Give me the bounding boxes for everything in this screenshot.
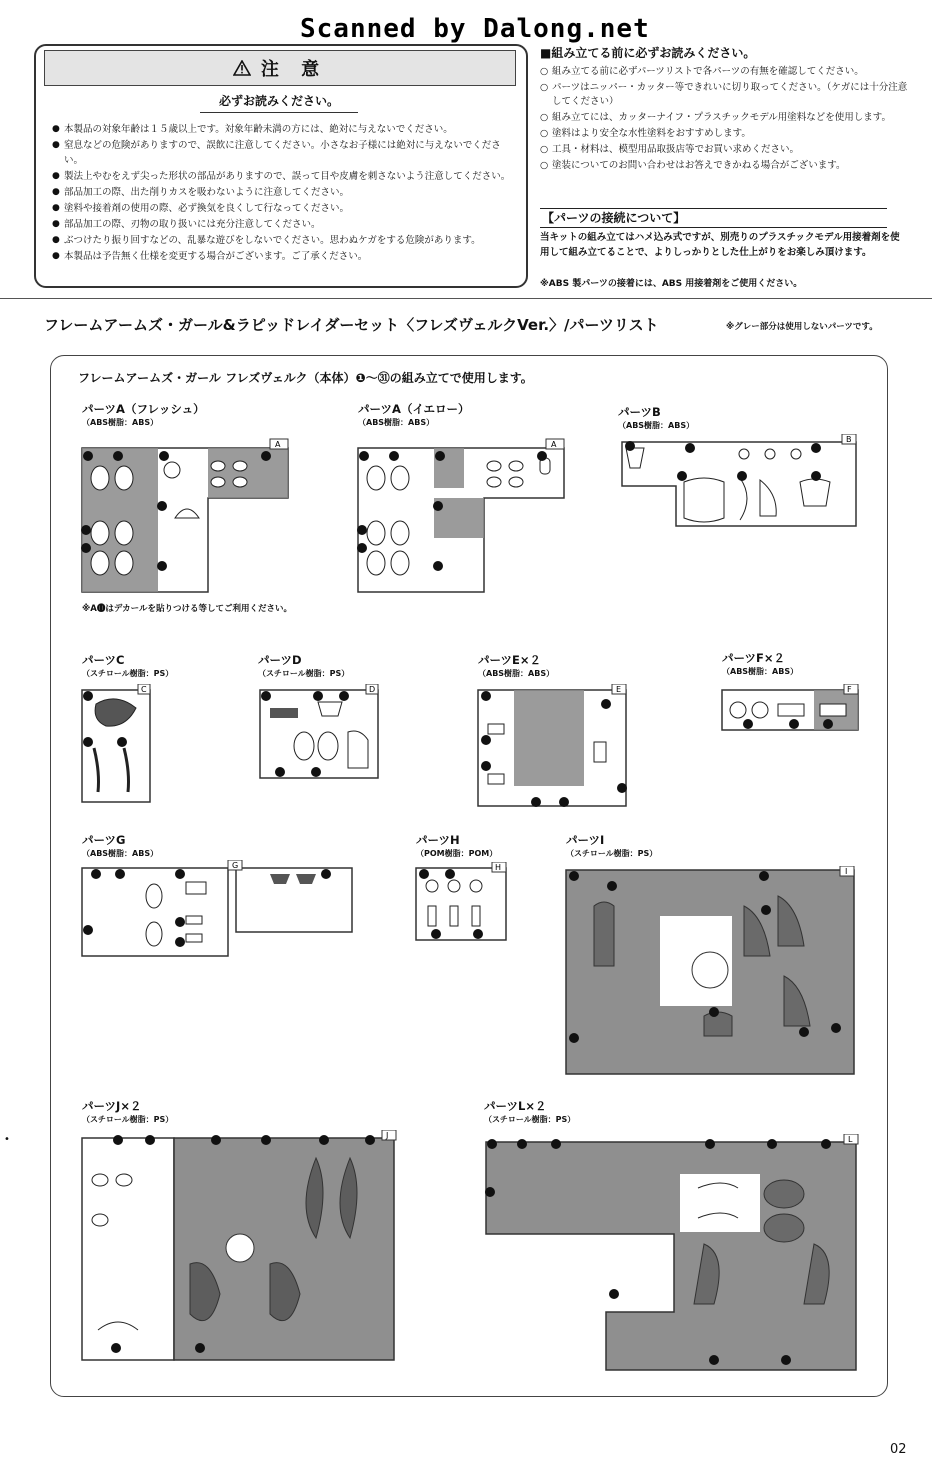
runner-l-diagram: [484, 1134, 860, 1374]
runner-a-yellow-diagram: [356, 438, 568, 594]
runner-name: パーツI: [566, 833, 605, 847]
svg-text:E: E: [616, 685, 622, 694]
runner-label-c: [82, 652, 173, 679]
must-read-heading: 必ずお読みください。: [218, 94, 339, 108]
must-read-underline: [200, 112, 358, 113]
runner-material: （スチロール樹脂：PS）: [258, 669, 350, 678]
page-number: 02: [890, 1442, 907, 1457]
runner-label-d: [258, 652, 349, 679]
caution-title-bar: [44, 50, 516, 86]
caution-item: ● 部品加工の際、出た削りカスを吸わないように注意してください。: [52, 185, 517, 200]
svg-text:A: A: [275, 440, 281, 449]
runner-name: パーツG: [82, 833, 126, 847]
runner-label-f: [722, 650, 798, 677]
parts-list-title: フレームアームズ・ガール&ラピッドレイダーセット〈フレズヴェルクVer.〉/パーツリスト: [44, 316, 659, 334]
svg-text:F: F: [847, 685, 852, 694]
rule-item: ○ 塗料はより安全な水性塗料をおすすめします。: [540, 127, 910, 141]
rule-item: ○ パーツはニッパー・カッター等できれいに切り取ってください。（ケガには十分注意してください）: [540, 81, 910, 109]
runner-h-diagram: [414, 862, 508, 944]
rules-list: [540, 65, 910, 173]
caution-title: 注 意: [260, 59, 328, 80]
rule-item: ○ 塗装についてのお問い合わせはお答えできかねる場合がございます。: [540, 159, 910, 173]
rule-item: ○ 組み立てには、カッターナイフ・プラスチックモデル用塗料などを使用します。: [540, 111, 910, 125]
runner-material: （スチロール樹脂：PS）: [82, 669, 174, 678]
runner-material: （ABS樹脂：ABS）: [722, 667, 799, 676]
runner-label-l: [484, 1098, 575, 1125]
runner-b-diagram: [620, 434, 860, 530]
runner-name: パーツJ×２: [82, 1099, 142, 1113]
connection-note: ※ABS 製パーツの接着には、ABS 用接着剤をご使用ください。: [540, 279, 803, 289]
svg-text:A: A: [551, 440, 557, 449]
section-divider: [0, 298, 932, 299]
runner-name: パーツC: [82, 653, 125, 667]
rule-item: ○ 工具・材料は、模型用品取扱店等でお買い求めください。: [540, 143, 910, 157]
runner-material: （ABS樹脂：ABS）: [618, 421, 695, 430]
runner-label-h: [416, 832, 497, 859]
caution-item: ● ぶつけたり振り回すなどの、乱暴な遊びをしないでください。思わぬケガをする危険があります。: [52, 233, 517, 248]
caution-item: ● 本製品は予告無く仕様を変更する場合がございます。ご了承ください。: [52, 249, 517, 264]
runner-label-b: [618, 404, 694, 431]
runner-label-j: [82, 1098, 173, 1125]
runner-label-a-yellow: [358, 401, 469, 428]
runner-name: パーツA（イエロー）: [358, 402, 470, 416]
runner-i-diagram: [564, 866, 858, 1078]
parts-list-subheading: フレームアームズ・ガール フレズヴェルク（本体）❶～㉛の組み立てで使用します。: [78, 371, 533, 385]
runner-a-flesh-diagram: [80, 438, 292, 594]
caution-item: ● 製法上やむをえず尖った形状の部品がありますので、誤って目や皮膚を刺さないよう注意してください。: [52, 169, 517, 184]
runner-label-a-flesh: [82, 401, 205, 428]
runner-name: パーツF×２: [722, 651, 786, 665]
connection-heading: 【パーツの接続について】: [540, 208, 887, 228]
runner-material: （スチロール樹脂：PS）: [484, 1115, 576, 1124]
svg-text:I: I: [845, 867, 848, 876]
caution-item: ● 塗料や接着剤の使用の際、必ず換気を良くして行なってください。: [52, 201, 517, 216]
runner-name: パーツL×２: [484, 1099, 547, 1113]
runner-material: （ABS樹脂：ABS）: [478, 669, 555, 678]
rules-heading: ■組み立てる前に必ずお読みください。: [540, 46, 756, 60]
svg-text:J: J: [386, 1131, 389, 1140]
svg-text:G: G: [232, 861, 239, 870]
runner-name: パーツH: [416, 833, 460, 847]
caution-list: [52, 122, 517, 265]
runner-label-e: [478, 652, 554, 679]
runner-label-g: [82, 832, 158, 859]
svg-text:H: H: [495, 863, 502, 872]
runner-f-diagram: [720, 684, 860, 734]
caution-item: ● 部品加工の際、刃物の取り扱いには充分注意してください。: [52, 217, 517, 232]
runner-material: （スチロール樹脂：PS）: [82, 1115, 174, 1124]
sticker-note: ※A⓫はデカールを貼りつける等してご利用ください。: [82, 604, 293, 614]
svg-text:B: B: [846, 435, 852, 444]
margin-mark: •: [4, 1134, 10, 1145]
warning-icon: [233, 60, 251, 76]
runner-j-diagram: [80, 1130, 398, 1364]
runner-material: （ABS樹脂：ABS）: [82, 849, 159, 858]
assembly-rules: [540, 44, 910, 175]
rule-item: ○ 組み立てる前に必ずパーツリストで各パーツの有無を確認してください。: [540, 65, 910, 79]
runner-material: （ABS樹脂：ABS）: [82, 418, 159, 427]
runner-name: パーツA（フレッシュ）: [82, 402, 205, 416]
runner-c-diagram: [80, 684, 154, 806]
runner-material: （POM樹脂：POM）: [416, 849, 498, 858]
runner-name: パーツE×２: [478, 653, 542, 667]
connection-body: 当キットの組み立てはハメ込み式ですが、別売りのプラスチックモデル用接着剤を使用して組み立てることで、よりしっかりとした仕上がりをお楽しみ頂けます。: [540, 232, 900, 258]
runner-name: パーツB: [618, 405, 661, 419]
svg-text:L: L: [848, 1135, 853, 1144]
svg-text:C: C: [141, 685, 147, 694]
runner-material: （ABS樹脂：ABS）: [358, 418, 435, 427]
runner-name: パーツD: [258, 653, 302, 667]
svg-text:D: D: [369, 685, 376, 694]
caution-item: ● 本製品の対象年齢は１５歳以上です。対象年齢未満の方には、絶対に与えないでください。: [52, 122, 517, 137]
caution-item: ● 窒息などの危険がありますので、誤飲に注意してください。小さなお子様には絶対に与えないでください。: [52, 138, 517, 168]
runner-d-diagram: [258, 684, 382, 780]
gray-parts-note: ※グレー部分は使用しないパーツです。: [726, 322, 878, 332]
scan-watermark: Scanned by Dalong.net: [300, 14, 650, 44]
runner-label-i: [566, 832, 657, 859]
runner-material: （スチロール樹脂：PS）: [566, 849, 658, 858]
runner-e-diagram: [476, 684, 630, 810]
runner-g-diagram: [80, 860, 356, 960]
